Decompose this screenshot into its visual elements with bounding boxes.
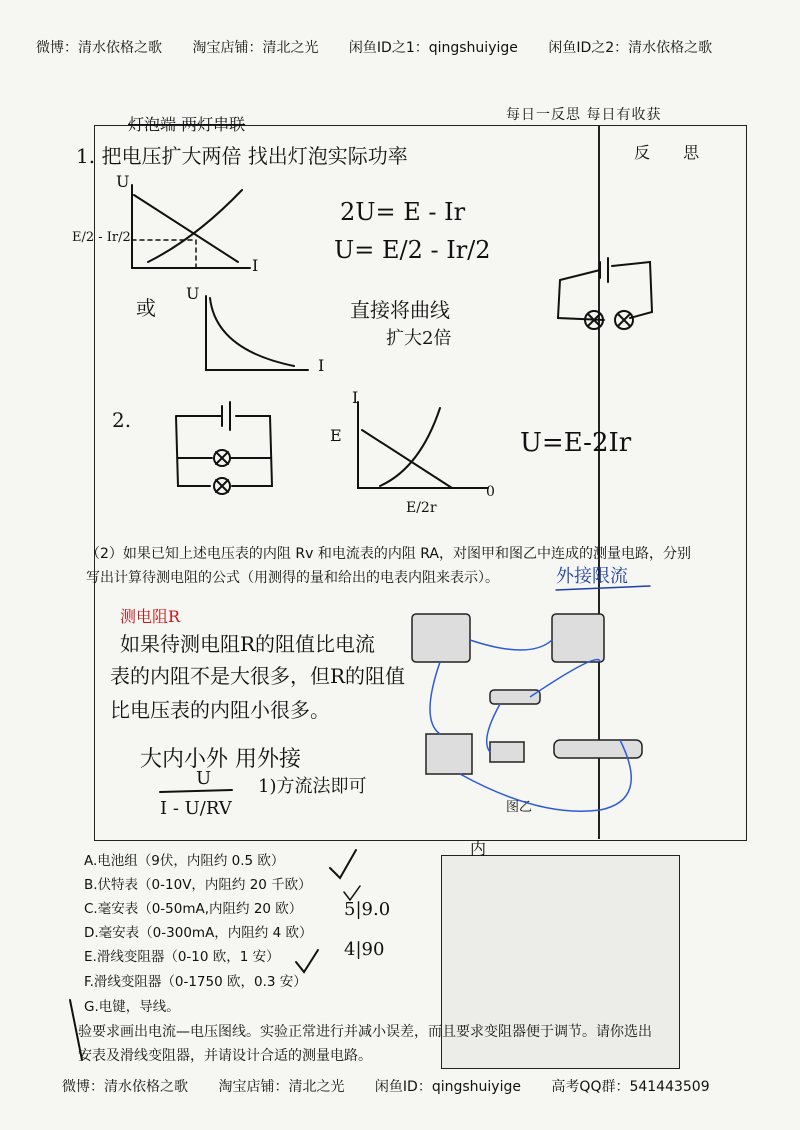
footer-weibo: 微博：清水依格之歌 [62,1079,188,1095]
formula-bar [160,790,232,792]
footer-qq: 高考QQ群：541443509 [551,1079,710,1095]
switch [490,742,524,762]
apparatus-wires [430,640,631,811]
circuit2-battery [222,402,230,430]
graph2-curve [210,298,294,366]
bracket-mark [70,1000,82,1060]
blue-underline [556,586,650,590]
resistor [490,690,540,704]
margin-marks: 5|9.0 4|90 [344,899,391,960]
inset-mark: 内 [470,839,487,858]
direct-note-1: 直接将曲线 [350,298,450,322]
option-e: E.滑线变阻器（0-10 欧，1 安） [84,949,280,965]
circuit1-wires [558,262,652,320]
header-xianyu-1: 闲鱼ID之1：qingshuiyige [348,40,518,56]
apparatus-figure [412,614,642,811]
or-label: 或 [136,296,156,320]
q2-text-line-2: 写出计算待测电阻的公式（用测得的量和给出的电表内阻来表示）。 [86,570,499,586]
rheostat [554,740,642,758]
tail-line-1: 验要求画出电流—电压图线。实验正常进行并减小误差，而且要求变阻器便于调节。请你选出 [78,1024,652,1040]
graph3-axis-e: E [330,426,342,445]
equation-2: U= E/2 - Ir/2 [334,236,491,264]
equation-1: 2U= E - Ir [340,198,466,226]
graph2-axis-u: U [186,284,200,303]
option-g: G.电键，导线。 [84,999,180,1015]
graph1-axis-i: I [252,256,259,275]
check-e [296,950,318,972]
q1-title: 1. 把电压扩大两倍 找出灯泡实际功率 [76,144,408,168]
graph2-axis-i: I [318,356,325,375]
option-d: D.毫安表（0-300mA，内阻约 4 欧） [84,925,313,941]
graph1-axis-u: U [116,172,130,191]
blue-note: 外接限流 [556,566,628,587]
option-f: F.滑线变阻器（0-1750 欧，0.3 安） [84,974,307,990]
header-xianyu-2: 闲鱼ID之2：清水依格之歌 [548,40,713,56]
header-taobao: 淘宝店铺：清北之光 [192,40,319,56]
q2-text-line-1: （2）如果已知上述电压表的内阻 Rv 和电流表的内阻 RA，对图甲和图乙中连成的测量电路，分别 [86,546,692,562]
graph1-e-half-label: E/2 - Ir/2 [72,230,131,245]
footer-taobao: 淘宝店铺：清北之光 [218,1079,345,1095]
option-b: B.伏特表（0-10V，内阻约 20 千欧） [84,877,312,893]
graph3-origin: 0 [486,484,495,500]
hand-line-3: 比电压表的内阻小很多。 [110,698,330,722]
graph3-line [362,430,452,488]
q2-number: 2. [112,408,132,432]
graph2-axes [206,296,308,370]
figure-label: 图乙 [506,800,533,815]
ammeter [412,614,470,662]
graph1-curve [148,190,242,262]
check-b [344,886,360,900]
header-weibo: 微博：清水依格之歌 [36,40,162,56]
graph3-e-over-2r: E/2r [406,500,437,516]
tail-line-2: 安表及滑线变阻器，并请设计合适的测量电路。 [78,1048,372,1064]
footer-xianyu: 闲鱼ID：qingshuiyige [374,1079,521,1095]
red-note: 测电阻R [120,607,181,626]
hand-line-1: 如果待测电阻R的阻值比电流 [120,632,376,656]
graph1-line [134,195,238,262]
daily-motto: 每日一反思 每日有收获 [506,107,662,123]
graph3-axis-i: I [352,388,359,407]
q1-struck-title: 灯泡端 两灯串联 [128,115,246,134]
check-a [330,850,356,878]
circuit1-battery [600,258,608,282]
direct-note-2: 扩大2倍 [386,328,452,349]
battery-pack [426,734,472,774]
big-small-rule: 大内小外 用外接 [140,747,301,772]
option-c: C.毫安表（0-50mA,内阻约 20 欧） [84,901,303,917]
limit-note: 1)方流法即可 [258,776,367,797]
option-a: A.电池组（9伏，内阻约 0.5 欧） [84,853,285,869]
graph1-axes [132,185,250,268]
voltmeter [552,614,604,662]
formula-denominator: I - U/RV [160,798,232,819]
reflection-label: 反 思 [634,143,714,162]
formula-numerator: U [196,768,212,789]
hand-line-2: 表的内阻不是大很多，但R的阻值 [110,664,406,688]
equation-3: U=E-2Ir [520,428,632,458]
